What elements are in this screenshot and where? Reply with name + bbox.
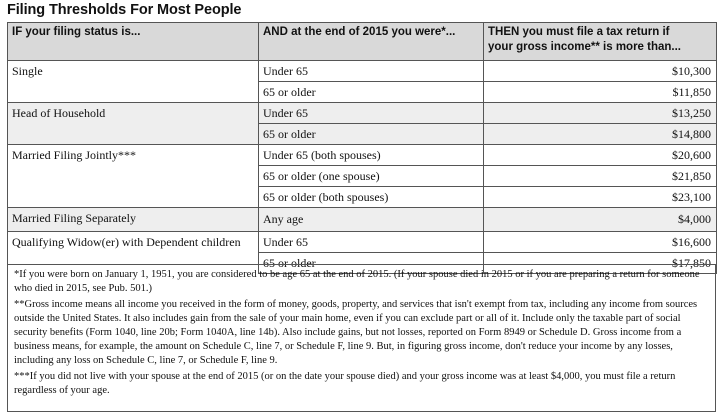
thresholds-table [7, 22, 717, 274]
header-age: AND at the end of 2015 you were*... [259, 23, 484, 61]
age-cell: 65 or older [259, 124, 484, 145]
amount-cell: $10,300 [484, 61, 717, 82]
header-filing-status: IF your filing status is... [8, 23, 259, 61]
age-cell: 65 or older (both spouses) [259, 187, 484, 208]
header-gross-income [484, 23, 717, 61]
amount-cell: $16,600 [484, 232, 717, 253]
status-married-filing-separately: Married Filing Separately [8, 208, 259, 232]
age-cell: 65 or older [259, 253, 484, 274]
amount-cell: $14,800 [484, 124, 717, 145]
table-row [8, 208, 717, 232]
amount-cell: $13,250 [484, 103, 717, 124]
table-row [8, 61, 717, 82]
page-title: Filing Thresholds For Most People [7, 2, 242, 18]
header-gross-income-line2: your gross income** is more than... [488, 41, 681, 53]
amount-cell: $21,850 [484, 166, 717, 187]
age-cell: Under 65 [259, 232, 484, 253]
amount-cell: $4,000 [484, 208, 717, 232]
status-qualifying-widower: Qualifying Widow(er) with Dependent children [8, 232, 259, 274]
footnotes-box [7, 264, 716, 412]
status-single: Single [8, 61, 259, 103]
age-cell: Any age [259, 208, 484, 232]
age-cell: 65 or older (one spouse) [259, 166, 484, 187]
age-cell: Under 65 (both spouses) [259, 145, 484, 166]
age-cell: 65 or older [259, 82, 484, 103]
amount-cell: $20,600 [484, 145, 717, 166]
footnote-age: *If you were born on January 1, 1951, you are considered to be age 65 at the end of 2015. (If your spouse died in 2015 or if you are preparing a return for someone who died in 2015, see Pub. 501.) [14, 269, 700, 294]
amount-cell: $11,850 [484, 82, 717, 103]
table-row [8, 232, 717, 253]
status-married-filing-jointly: Married Filing Jointly*** [8, 145, 259, 208]
age-cell: Under 65 [259, 103, 484, 124]
amount-cell: $23,100 [484, 187, 717, 208]
header-gross-income-line1: THEN you must file a tax return if [488, 26, 670, 38]
table-row [8, 103, 717, 124]
table-row [8, 145, 717, 166]
table-header-row [8, 23, 717, 61]
amount-cell: $17,850 [484, 253, 717, 274]
footnote-gross-income: **Gross income means all income you received in the form of money, goods, property, and services that isn't exempt from tax, including any income from sources outside the United States. It also includes gain from the sale of your main home, even if you can exclude part or all of it. Include only the taxable part of social security benefits (Form 1040, line 20b; Form 1040A, line 14b). Also include gains, but not losses, reported on Form 8949 or Schedule D. Gross income from a business means, for example, the amount on Schedule C, line 7, or Schedule F, line 9. But, in figuring gross income, don't reduce your income by any losses, including any loss on Schedule C, line 7, or Schedule F, line 9. [14, 299, 698, 366]
footnote-married-jointly: ***If you did not live with your spouse at the end of 2015 (or on the date your spouse died) and your gross income was at least $4,000, you must file a return regardless of your age. [14, 371, 676, 396]
status-head-of-household: Head of Household [8, 103, 259, 145]
age-cell: Under 65 [259, 61, 484, 82]
